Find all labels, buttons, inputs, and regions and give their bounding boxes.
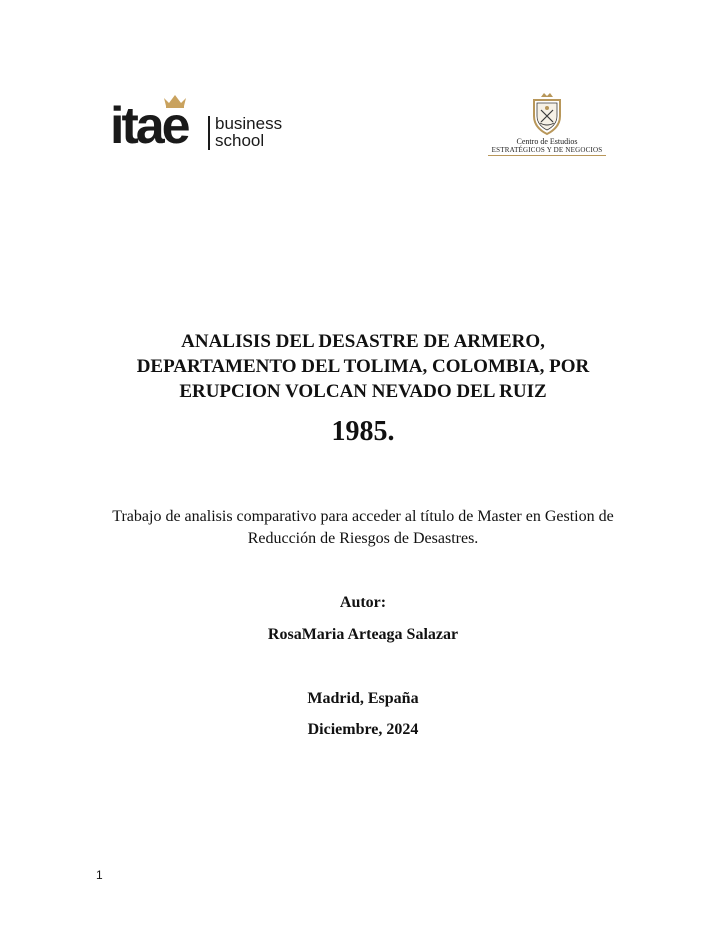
- document-title: [60, 329, 666, 404]
- page-number: 1: [96, 868, 103, 882]
- author-label: Autor:: [339, 594, 387, 611]
- itae-subtitle-line2: school: [215, 131, 265, 150]
- shield-crest-icon: [530, 92, 564, 136]
- itae-logo: [110, 94, 300, 154]
- itae-subtitle: [215, 115, 282, 149]
- logo-divider: [208, 116, 210, 150]
- itae-subtitle-line1: business: [215, 114, 283, 133]
- place: Madrid, España: [307, 690, 419, 707]
- thesis-description: [60, 506, 666, 550]
- title-line1: ANALISIS DEL DESASTRE DE ARMERO,: [181, 331, 545, 352]
- itae-wordmark: itae: [110, 97, 188, 155]
- description-line1: Trabajo de analisis comparativo para acceder al título de Master en Gestion de: [112, 508, 614, 525]
- cee-logo-line2: ESTRATÉGICOS Y DE NEGOCIOS: [491, 146, 603, 154]
- cee-logo-line1: Centro de Estudios: [516, 137, 578, 146]
- cee-logo-rule: [488, 155, 606, 156]
- author-name: RosaMaria Arteaga Salazar: [267, 626, 459, 643]
- title-line2: DEPARTAMENTO DEL TOLIMA, COLOMBIA, POR: [136, 356, 590, 377]
- title-year: 1985.: [331, 416, 395, 447]
- description-line2: Reducción de Riesgos de Desastres.: [247, 530, 479, 547]
- cee-logo: [482, 92, 612, 162]
- title-line3: ERUPCION VOLCAN NEVADO DEL RUIZ: [179, 381, 547, 402]
- date: Diciembre, 2024: [307, 721, 419, 738]
